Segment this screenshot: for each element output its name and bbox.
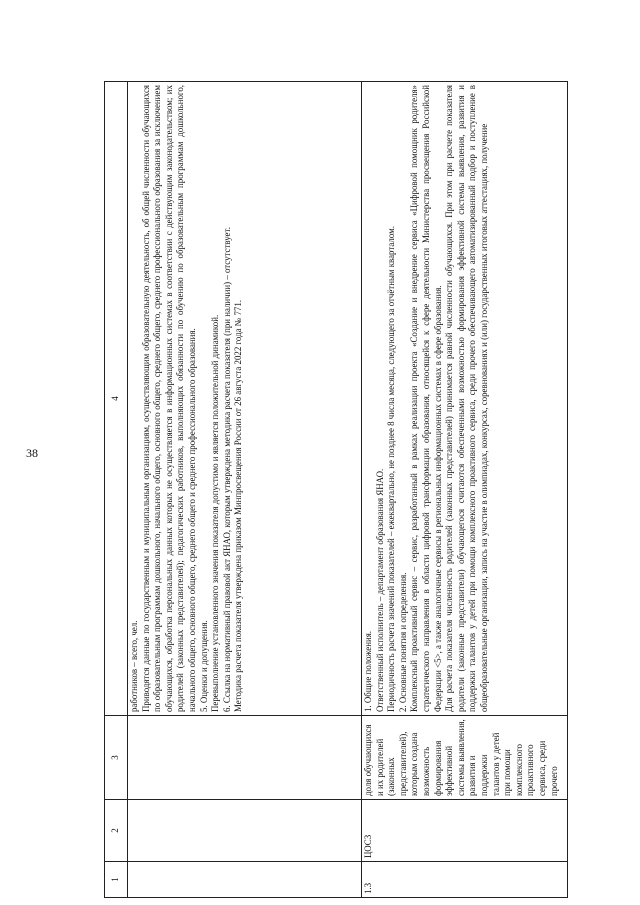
cell-number: 1.3 [362,862,568,898]
methodology-paragraph: Методика расчета показателя утверждена приказом Минпросвещения России от 26 августа 2022 года № 771. [233,300,244,712]
cell-methodology [128,82,362,716]
cell-indicator-name: доля обучающихся и их родителей (законных представителей), которым создана возможность формирования эффективной системы выявления, развития и поддержки талантов у детей при помощи комплексного проактивного сервиса, среди прочего [362,716,568,800]
table-row-continued [128,82,362,898]
methodology-paragraph: работников – всего, чел. [129,620,139,712]
cell-indicator-name [128,716,362,800]
page-number: 38 [26,446,38,460]
methodology-paragraph: Приводятся данные по государственным и муниципальным организациям, осуществляющим образовательную деятельность, об общей численности обучающихся по образовательным программам дошкольного, начального общего, основного общего, среднего общего, среднего профессионального образования за исключением обучающихся, обработка персональных данных которых не осуществляется в информационных системах в соответствии с действующим законодательством; их родителей (законных представителей); педагогических работников, выполняющих обязанности по обучению по образовательным программам дошкольного, начального общего, основного общего, среднего общего и среднего профессионального образования. [140,85,197,712]
methodology-paragraph: 1. Общие положения. [363,630,373,712]
header-col-1: 1 [105,862,128,898]
methodology-paragraph: Перевыполнение установленного значения показателя допустимо и является положительной динамикой. [210,314,221,712]
header-col-3: 3 [105,716,128,800]
methodology-paragraph: Для расчета показателя численность родителей (законных представителей) принимается равной численности обучающихся. При этом при расчете показателя родители (законные представители) обучающегося считаются обеспеченными возможностью формирования эффективной системы выявления, развития и поддержки талантов у детей при помощи комплексного проактивного сервиса, среди прочего обеспечивающего автоматизированный подбор и поступление в общеобразовательные организации, запись на участие в олимпиадах, конкурсах, соревнованиях и (или) государственных итоговых аттестациях, получение [444,85,489,712]
cell-code [128,800,362,862]
rotated-page-content [104,82,570,898]
methodology-paragraph: Ответственный исполнитель – департамент образования ЯНАО. [374,468,385,712]
header-row [105,82,128,898]
indicator-table [104,81,568,898]
methodology-paragraph: Периодичность расчета значений показателей – ежеквартально, не позднее 8 числа месяца, следующего за отчётным кварталом. [386,226,397,712]
table-row-1-3 [362,82,568,898]
methodology-paragraph: 6. Ссылка на нормативный правовой акт ЯНАО, которым утверждена методика расчета показателя (при наличии) – отсутствует. [221,227,232,712]
methodology-paragraph: 5. Оценки и допущения. [198,620,209,712]
cell-number [128,862,362,898]
methodology-paragraph: 2. Основные понятия и определения. [397,572,408,712]
methodology-paragraph: Комплексный проактивный сервис – сервис, разработанный в рамках реализации проекта «Создание и внедрение сервиса «Цифровой помощник родителя» стратегического направления в области цифровой трансформации образования, относящейся к сфере деятельности Министерства просвещения Российской Федерации <5>, а также аналогичные сервисы в региональных информационных системах в сфере образования. [409,85,443,712]
cell-methodology [362,82,568,716]
header-col-2: 2 [105,800,128,862]
header-col-4: 4 [105,82,128,716]
cell-code: ЦОС3 [362,800,568,862]
